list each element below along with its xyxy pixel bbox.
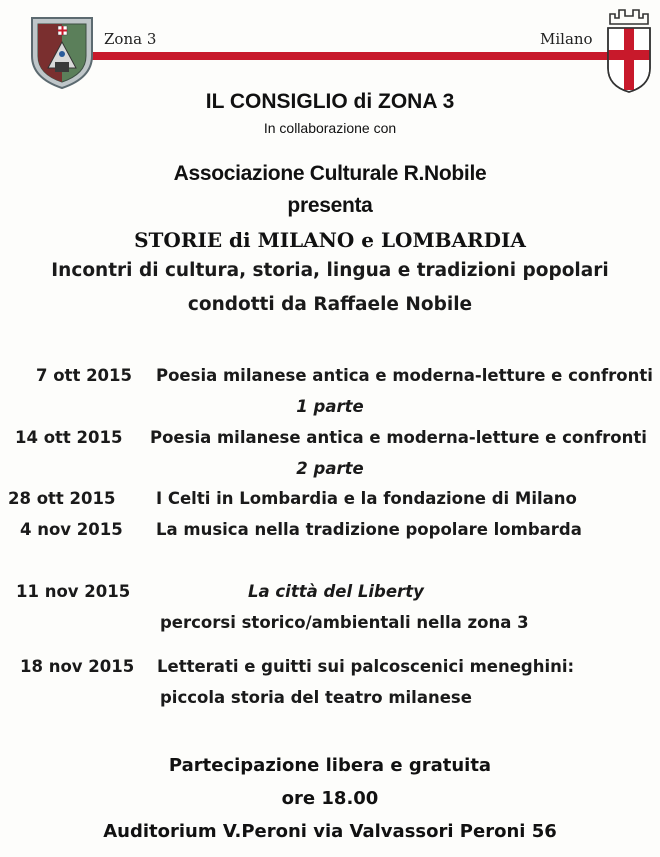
entry-info: Partecipazione libera e gratuita [168,755,492,776]
event-title: La città del Liberty [248,582,424,601]
host-line: condotti da Raffaele Nobile [187,294,473,315]
council-heading: IL CONSIGLIO di ZONA 3 [205,90,455,113]
venue-address: Auditorium V.Peroni via Valvassori Peroni 56 [103,821,557,842]
event-date: 7 ott 2015 [36,366,133,385]
event-date: 18 nov 2015 [20,657,135,676]
event-time: ore 18.00 [281,788,379,809]
milano-crest-icon [604,6,654,94]
zona3-crest-icon [28,12,96,90]
presents-line: presenta [287,194,373,217]
event-title: Poesia milanese antica e moderna-letture e confronti [150,428,647,447]
event-note: 2 parte [296,459,364,478]
series-subtitle: Incontri di cultura, storia, lingua e tradizioni popolari [51,260,609,281]
event-title: I Celti in Lombardia e la fondazione di Milano [156,489,577,508]
association-name: Associazione Culturale R.Nobile [173,162,487,185]
zona-label: Zona 3 [104,30,157,48]
event-title: Letterati e guitti sui palcoscenici meneghini: [157,657,575,676]
event-detail: piccola storia del teatro milanese [160,688,472,707]
event-note: 1 parte [296,397,364,416]
event-date: 4 nov 2015 [20,520,123,539]
event-title: La musica nella tradizione popolare lombarda [156,520,582,539]
event-detail: percorsi storico/ambientali nella zona 3 [160,613,529,632]
event-date: 28 ott 2015 [8,489,116,508]
event-date: 11 nov 2015 [16,582,131,601]
event-title: Poesia milanese antica e moderna-letture e confronti [156,366,653,385]
event-date: 14 ott 2015 [15,428,123,447]
collaboration-line: In collaborazione con [263,120,397,136]
city-label: Milano [540,30,593,48]
series-title: STORIE di MILANO e LOMBARDIA [134,228,526,252]
header-red-band [92,52,614,60]
